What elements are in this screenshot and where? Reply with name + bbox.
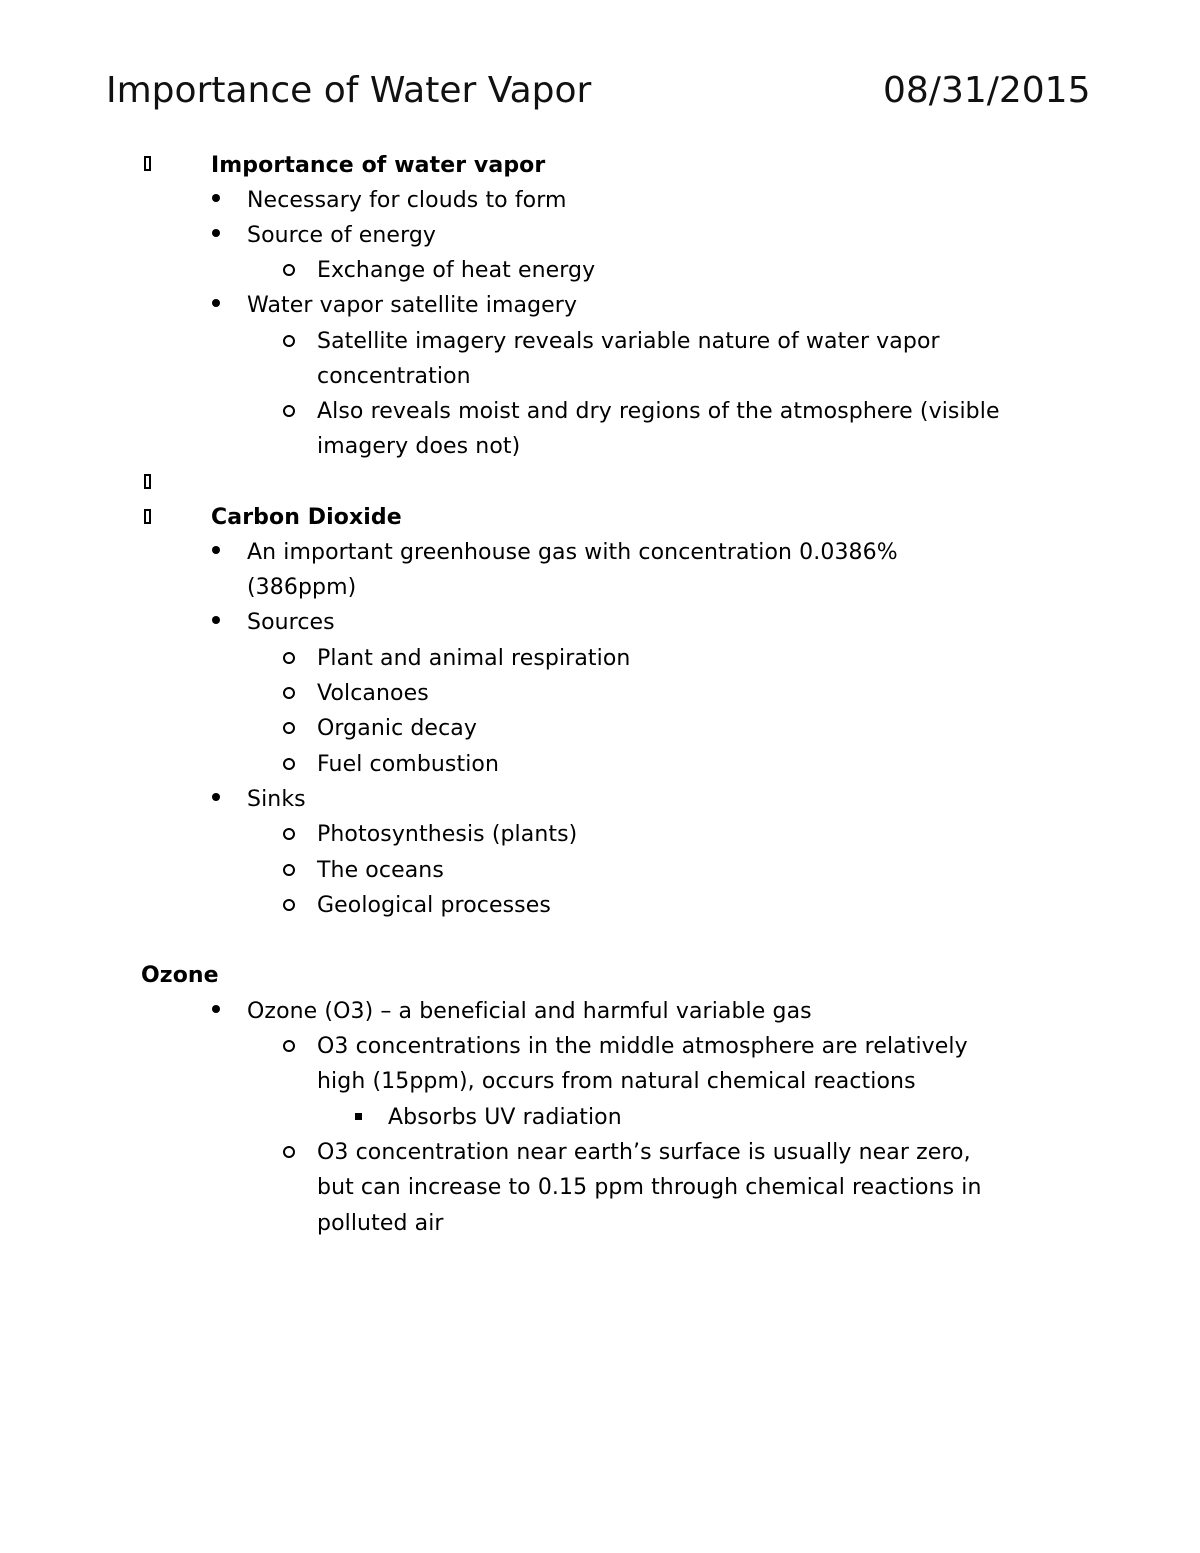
bullet-dot-icon — [212, 546, 220, 554]
bullet-dot-icon — [212, 616, 220, 624]
bullet-circle-icon — [283, 722, 295, 734]
bullet-circle-icon — [283, 652, 295, 664]
bullet-circle-icon — [283, 1146, 295, 1158]
list-item: Also reveals moist and dry regions of the atmosphere (visible — [317, 399, 1000, 424]
section-heading-carbon-dioxide: Carbon Dioxide — [211, 505, 402, 530]
list-item-continuation: high (15ppm), occurs from natural chemical reactions — [317, 1069, 916, 1094]
list-item: Sinks — [247, 787, 306, 812]
bullet-circle-icon — [283, 758, 295, 770]
bullet-square-icon — [355, 1113, 362, 1120]
page-date: 08/31/2015 — [883, 70, 1091, 111]
bullet-circle-icon — [283, 335, 295, 347]
list-item: Organic decay — [317, 716, 477, 741]
list-item: Absorbs UV radiation — [388, 1105, 622, 1130]
list-item: Photosynthesis (plants) — [317, 822, 578, 847]
box-bullet-icon — [144, 156, 151, 171]
list-item: Geological processes — [317, 893, 551, 918]
list-item: Satellite imagery reveals variable nature of water vapor — [317, 329, 940, 354]
bullet-circle-icon — [283, 687, 295, 699]
bullet-dot-icon — [212, 793, 220, 801]
bullet-circle-icon — [283, 1040, 295, 1052]
list-item: Volcanoes — [317, 681, 429, 706]
bullet-circle-icon — [283, 264, 295, 276]
box-bullet-icon — [144, 474, 151, 489]
list-item: O3 concentrations in the middle atmosphere are relatively — [317, 1034, 968, 1059]
list-item-continuation: (386ppm) — [247, 575, 357, 600]
list-item-continuation: polluted air — [317, 1211, 444, 1236]
bullet-dot-icon — [212, 299, 220, 307]
list-item-continuation: imagery does not) — [317, 434, 521, 459]
section-heading-water-vapor: Importance of water vapor — [211, 153, 546, 178]
list-item: Source of energy — [247, 223, 437, 248]
list-item: Plant and animal respiration — [317, 646, 631, 671]
bullet-dot-icon — [212, 1005, 220, 1013]
bullet-dot-icon — [212, 194, 220, 202]
list-item: The oceans — [317, 858, 444, 883]
bullet-circle-icon — [283, 828, 295, 840]
list-item: Necessary for clouds to form — [247, 188, 567, 213]
list-item: O3 concentration near earth’s surface is usually near zero, — [317, 1140, 971, 1165]
list-item-continuation: but can increase to 0.15 ppm through chemical reactions in — [317, 1175, 982, 1200]
section-heading-ozone: Ozone — [141, 963, 219, 988]
page-title: Importance of Water Vapor — [106, 70, 592, 111]
list-item: Fuel combustion — [317, 752, 500, 777]
list-item: An important greenhouse gas with concentration 0.0386% — [247, 540, 898, 565]
bullet-circle-icon — [283, 864, 295, 876]
bullet-circle-icon — [283, 405, 295, 417]
bullet-circle-icon — [283, 899, 295, 911]
list-item: Sources — [247, 610, 335, 635]
list-item: Water vapor satellite imagery — [247, 293, 578, 318]
list-item: Exchange of heat energy — [317, 258, 596, 283]
list-item: Ozone (O3) – a beneficial and harmful variable gas — [247, 999, 812, 1024]
box-bullet-icon — [144, 509, 151, 524]
bullet-dot-icon — [212, 229, 220, 237]
list-item-continuation: concentration — [317, 364, 471, 389]
